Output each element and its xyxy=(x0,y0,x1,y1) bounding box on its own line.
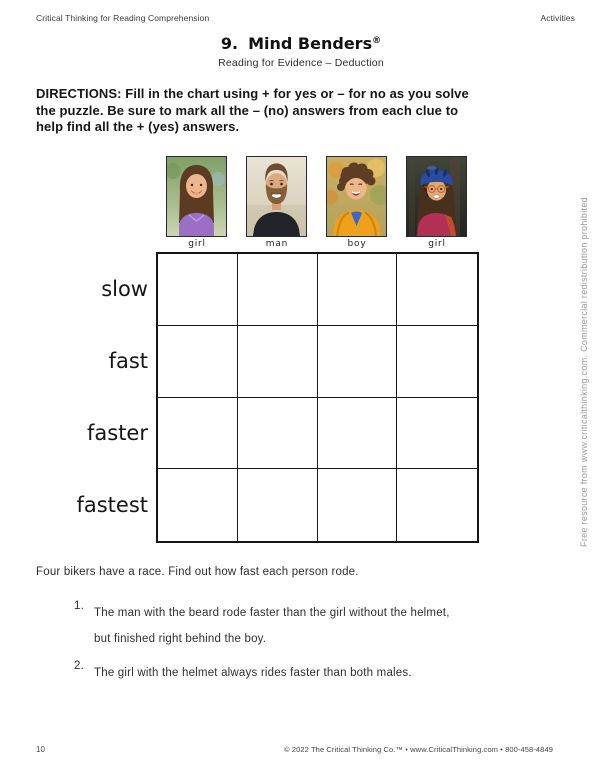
logic-grid xyxy=(156,252,479,543)
man-photo xyxy=(246,156,307,237)
grid-cell-faster-boy[interactable] xyxy=(318,398,398,470)
grid-cell-faster-girl2[interactable] xyxy=(397,398,477,470)
grid-cell-faster-girl1[interactable] xyxy=(158,398,238,470)
directions-line: help find all the + (yes) answers. xyxy=(36,119,240,134)
grid-cell-slow-boy[interactable] xyxy=(318,254,398,326)
row-label-fastest: fastest xyxy=(76,493,148,517)
photo-label: man xyxy=(265,239,289,249)
row-label-faster: faster xyxy=(87,421,148,445)
grid-cell-fastest-girl1[interactable] xyxy=(158,469,238,541)
grid-cell-fastest-girl2[interactable] xyxy=(397,469,477,541)
title-number: 9. xyxy=(220,34,239,53)
directions-line: the puzzle. Be sure to mark all the – (no) answers from each clue to xyxy=(36,102,459,118)
grid-cell-slow-girl1[interactable] xyxy=(158,254,238,326)
page-subtitle: Reading for Evidence – Deduction xyxy=(218,57,384,69)
clue-number: 2. xyxy=(74,660,84,672)
grid-cell-fast-boy[interactable] xyxy=(318,326,398,398)
header-left-text: Critical Thinking for Reading Comprehension xyxy=(36,13,210,23)
photo-label: boy xyxy=(347,239,367,249)
grid-cell-fast-girl2[interactable] xyxy=(397,326,477,398)
header-right-text: Activities xyxy=(540,13,575,23)
clue-line: The man with the beard rode faster than the girl without the helmet, xyxy=(94,607,450,619)
clue-1 xyxy=(74,600,574,652)
clue-text xyxy=(94,660,412,686)
puzzle-intro: Four bikers have a race. Find out how fast each person rode. xyxy=(36,566,359,578)
clue-2 xyxy=(74,660,574,686)
page-number: 10 xyxy=(36,745,45,754)
boy-photo xyxy=(326,156,387,237)
girl-photo xyxy=(166,156,227,237)
photo-card-girl-2 xyxy=(406,156,468,249)
photo-label: girl xyxy=(428,239,446,249)
directions-line: DIRECTIONS: Fill in the chart using + for yes or – for no as you solve xyxy=(36,86,469,101)
clue-list xyxy=(74,600,574,694)
grid-cell-fast-man[interactable] xyxy=(238,326,318,398)
photo-card-girl-1 xyxy=(166,156,228,249)
clue-line: but finished right behind the boy. xyxy=(94,633,267,645)
row-label-fast: fast xyxy=(108,349,148,373)
row-label-slow: slow xyxy=(101,277,148,301)
grid-cell-fast-girl1[interactable] xyxy=(158,326,238,398)
grid-cell-slow-man[interactable] xyxy=(238,254,318,326)
clue-line: The girl with the helmet always rides faster than both males. xyxy=(94,667,412,679)
grid-cell-fastest-boy[interactable] xyxy=(318,469,398,541)
clue-text xyxy=(94,600,450,652)
footer-copyright: © 2022 The Critical Thinking Co.™ • www.CriticalThinking.com • 800-458-4849 xyxy=(284,745,553,754)
grid-cell-slow-girl2[interactable] xyxy=(397,254,477,326)
clue-number: 1. xyxy=(74,600,84,612)
title-text: Mind Benders xyxy=(248,34,373,53)
photo-card-man xyxy=(246,156,308,249)
helmet-girl-photo xyxy=(406,156,467,237)
directions-paragraph xyxy=(36,86,576,136)
registered-mark: ® xyxy=(372,36,382,46)
sidebar-copyright-notice: Free resource from www.criticalthinking.com. Commercial redistribution prohibited xyxy=(579,197,589,547)
page-title xyxy=(0,34,602,53)
page-header xyxy=(36,13,575,23)
photo-card-boy xyxy=(326,156,388,249)
grid-cell-fastest-man[interactable] xyxy=(238,469,318,541)
grid-cell-faster-man[interactable] xyxy=(238,398,318,470)
photo-label: girl xyxy=(188,239,206,249)
